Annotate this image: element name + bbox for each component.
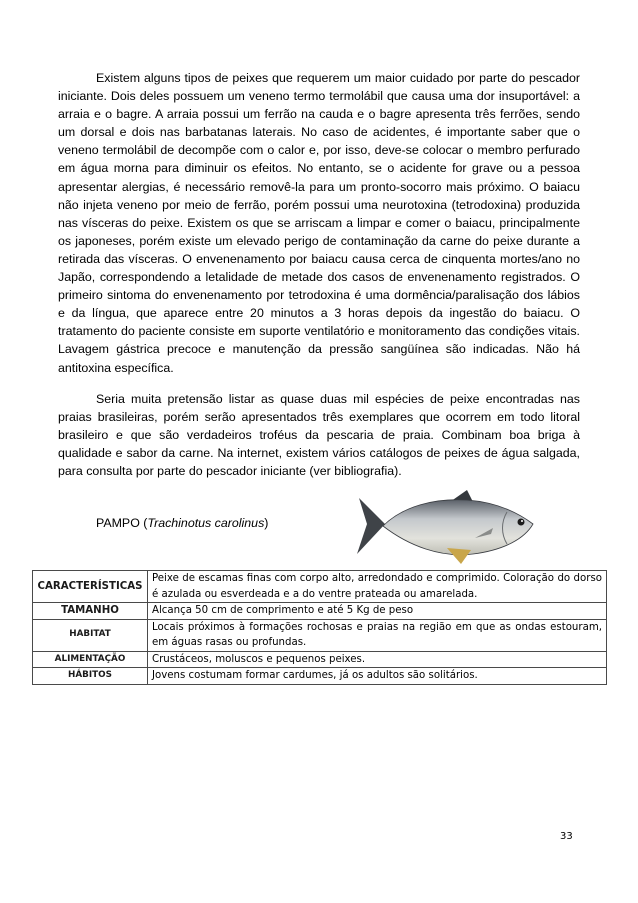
table-row (33, 668, 607, 685)
row-label-caracteristicas: CARACTERÍSTICAS (33, 571, 148, 603)
row-value-habitat: Locais próximos à formações rochosas e praias na região em que as ondas estouram, em águas rasas ou profundas. (148, 619, 607, 651)
fish-info-table (32, 570, 607, 685)
intro-paragraph: Existem alguns tipos de peixes que requerem um maior cuidado por parte do pescador iniciante. Dois deles possuem um veneno termo termolábil que causa uma dor insuportável: a arraia e o bagre. A arraia possui um ferrão na cauda e o bagre apresenta três ferrões, sendo um dorsal e dois nas barbatanas laterais. No caso de acidentes, é importante saber que o veneno termolábil de decompõe com o calor e, por isso, deve-se colocar o membro perfurado em água morna para diminuir os efeitos. No entanto, se o acidente for grave ou a pessoa apresentar alergias, é necessário removê-la para um pronto-socorro mais próximo. O baiacu não injeta veneno por meio de ferrão, porém possui uma neurotoxina (tetrodoxina) produzida nas vísceras do peixe. Existem os que se arriscam a limpar e comer o baiacu, principalmente os japoneses, porém existe um elevado perigo de contaminação da carne do peixe durante a retirada das vísceras. O envenenamento por baiacu causa cerca de cinquenta mortes/ano no Japão, correspondendo a letalidade de metade dos casos de envenenamento registrados. O primeiro sintoma do envenenamento por tetrodoxina é uma dormência/paralisação dos lábios e da língua, que aparece entre 20 minutos a 3 horas depois da ingestão do baiacu. O tratamento do paciente consiste em suporte ventilatório e monitoramento das condições vitais. Lavagem gástrica precoce e manutenção da pressão sangüínea são indicadas. Não há antitoxina específica. (58, 71, 580, 375)
row-value-caracteristicas: Peixe de escamas finas com corpo alto, arredondado e comprimido. Coloração do dorso é azulada ou esverdeada e a do ventre prateada ou amarelada. (148, 571, 607, 603)
row-label-alimentacao: ALIMENTAÇÃO (33, 651, 148, 668)
row-value-tamanho: Alcança 50 cm de comprimento e até 5 Kg de peso (148, 603, 607, 620)
page-number: 33 (560, 831, 573, 842)
row-value-alimentacao: Crustáceos, moluscos e pequenos peixes. (148, 651, 607, 668)
table-row (33, 571, 607, 603)
row-value-habitos: Jovens costumam formar cardumes, já os adultos são solitários. (148, 668, 607, 685)
fish-scientific-name: Trachinotus carolinus (147, 516, 265, 530)
fish-common-name: PAMPO (96, 516, 140, 530)
fish-heading: PAMPO (Trachinotus carolinus) (96, 516, 269, 530)
row-label-tamanho: TAMANHO (33, 603, 148, 620)
table-row (33, 619, 607, 651)
table-row (33, 603, 607, 620)
table-row (33, 651, 607, 668)
row-label-habitat: HABITAT (33, 619, 148, 651)
species-paragraph: Seria muita pretensão listar as quase duas mil espécies de peixe encontradas nas praias brasileiras, porém serão apresentados três exemplares que ocorrem em todo litoral brasileiro e que são verdadeiros troféus da pescaria de praia. Combinam boa briga à qualidade e sabor da carne. Na internet, existem vários catálogos de peixes de água salgada, para consulta por parte do pescador iniciante (ver bibliografia). (58, 392, 580, 479)
row-label-habitos: HÁBITOS (33, 668, 148, 685)
pampo-fish-illustration (355, 488, 545, 564)
